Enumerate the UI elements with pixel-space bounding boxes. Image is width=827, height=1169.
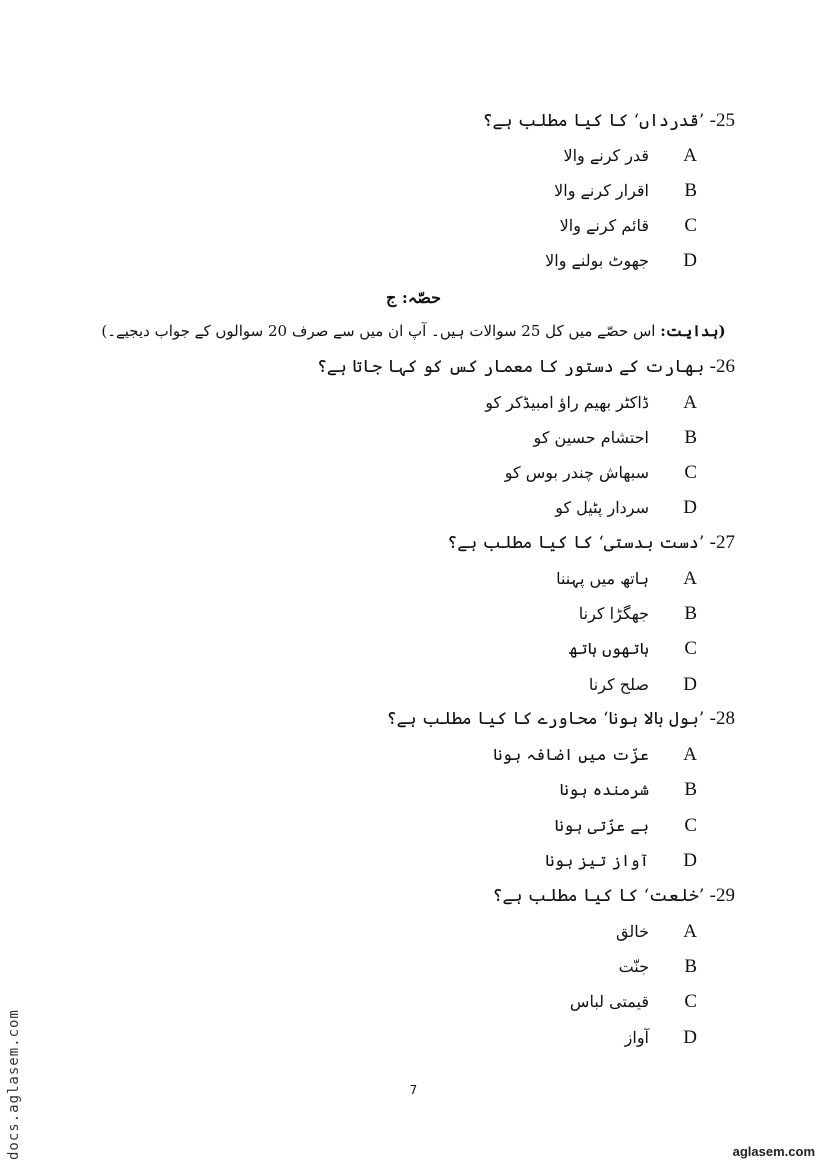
question-text: ’خلعت‘ کا کیا مطلب ہے؟ xyxy=(492,886,705,906)
option-text: بے عزّتی ہونا xyxy=(554,816,649,835)
option-text: قائم کرنے والا xyxy=(559,216,649,235)
question-text: ’دست بدستی‘ کا کیا مطلب ہے؟ xyxy=(447,533,705,553)
option-text: اقرار کرنے والا xyxy=(554,181,649,200)
question-25 xyxy=(483,110,735,132)
option-letter: B xyxy=(684,180,697,201)
option-29-b xyxy=(619,956,697,978)
question-27 xyxy=(447,532,735,554)
option-28-d xyxy=(545,850,697,872)
question-28 xyxy=(387,708,735,730)
option-25-a xyxy=(563,145,697,167)
option-letter: C xyxy=(684,462,697,483)
question-number: 25- xyxy=(709,110,735,131)
option-25-c xyxy=(560,215,697,237)
option-letter: A xyxy=(683,392,697,413)
option-28-a xyxy=(493,744,697,766)
option-letter: D xyxy=(683,250,697,271)
option-letter: D xyxy=(683,674,697,695)
option-text: قدر کرنے والا xyxy=(563,146,649,165)
option-text: ہاتھوں ہاتھ xyxy=(568,639,649,658)
option-26-c xyxy=(505,462,697,484)
option-29-d xyxy=(625,1027,697,1049)
watermark-vertical: docs.aglasem.com xyxy=(6,1009,22,1160)
question-text: بھارت کے دستور کا معمار کس کو کہا جاتا ہے؟ xyxy=(316,357,705,377)
option-28-c xyxy=(554,815,697,837)
section-title: حصّہ: ج xyxy=(386,288,441,307)
option-text: شرمندہ ہونا xyxy=(559,780,649,799)
option-text: جھوٹ بولنے والا xyxy=(545,251,649,270)
option-28-b xyxy=(560,779,697,801)
option-letter: B xyxy=(684,956,697,977)
option-text: قیمتی لباس xyxy=(569,992,649,1011)
option-text: خالق xyxy=(616,922,649,941)
option-text: ہاتھ میں پہننا xyxy=(556,569,649,588)
option-letter: A xyxy=(683,568,697,589)
option-letter: D xyxy=(683,850,697,871)
instruction-body: اس حصّے میں کل 25 سوالات ہیں۔ آپ ان میں سے صرف 20 سوالوں کے جواب دیجیے۔) xyxy=(101,322,656,340)
option-27-b xyxy=(579,603,697,625)
option-letter: A xyxy=(683,921,697,942)
question-number: 29- xyxy=(709,885,735,906)
option-text: ڈاکٹر بھیم راؤ امبیڈکر کو xyxy=(485,393,649,412)
question-text: ’بول بالا ہونا‘ محاورے کا کیا مطلب ہے؟ xyxy=(386,709,705,729)
option-letter: D xyxy=(683,497,697,518)
option-text: جنّت xyxy=(618,957,649,976)
question-text: ’قدرداں‘ کا کیا مطلب ہے؟ xyxy=(482,111,705,131)
option-27-d xyxy=(589,674,697,696)
option-letter: B xyxy=(684,603,697,624)
option-26-d xyxy=(555,497,697,519)
option-27-a xyxy=(556,568,697,590)
option-text: آواز تیز ہونا xyxy=(545,851,649,870)
option-25-b xyxy=(554,180,697,202)
option-26-a xyxy=(485,392,697,414)
option-text: صلح کرنا xyxy=(588,675,649,694)
option-29-a xyxy=(616,921,697,943)
option-26-b xyxy=(534,427,697,449)
option-letter: D xyxy=(683,1027,697,1048)
question-number: 27- xyxy=(709,532,735,553)
question-number: 28- xyxy=(709,708,735,729)
option-letter: C xyxy=(684,991,697,1012)
option-letter: A xyxy=(683,744,697,765)
option-letter: C xyxy=(684,815,697,836)
option-text: آواز xyxy=(624,1028,649,1047)
option-text: عزّت میں اضافہ ہونا xyxy=(493,745,649,764)
option-text: سردار پٹیل کو xyxy=(555,498,649,517)
option-27-c xyxy=(569,638,697,660)
question-number: 26- xyxy=(709,356,735,377)
page-number: 7 xyxy=(409,1083,418,1097)
option-letter: B xyxy=(684,427,697,448)
question-29 xyxy=(493,885,735,907)
option-letter: B xyxy=(684,779,697,800)
option-text: سبھاش چندر بوس کو xyxy=(504,463,649,482)
option-letter: C xyxy=(684,215,697,236)
option-25-d xyxy=(545,250,697,272)
option-letter: C xyxy=(684,638,697,659)
option-text: جھگڑا کرنا xyxy=(578,604,649,623)
option-29-c xyxy=(570,991,697,1013)
option-text: احتشام حسین کو xyxy=(533,428,649,447)
instruction-head: (ہدایت: xyxy=(660,322,726,340)
watermark-site: aglasem.com xyxy=(732,1144,815,1159)
option-letter: A xyxy=(683,145,697,166)
section-instruction xyxy=(0,322,827,340)
question-26 xyxy=(317,356,735,378)
